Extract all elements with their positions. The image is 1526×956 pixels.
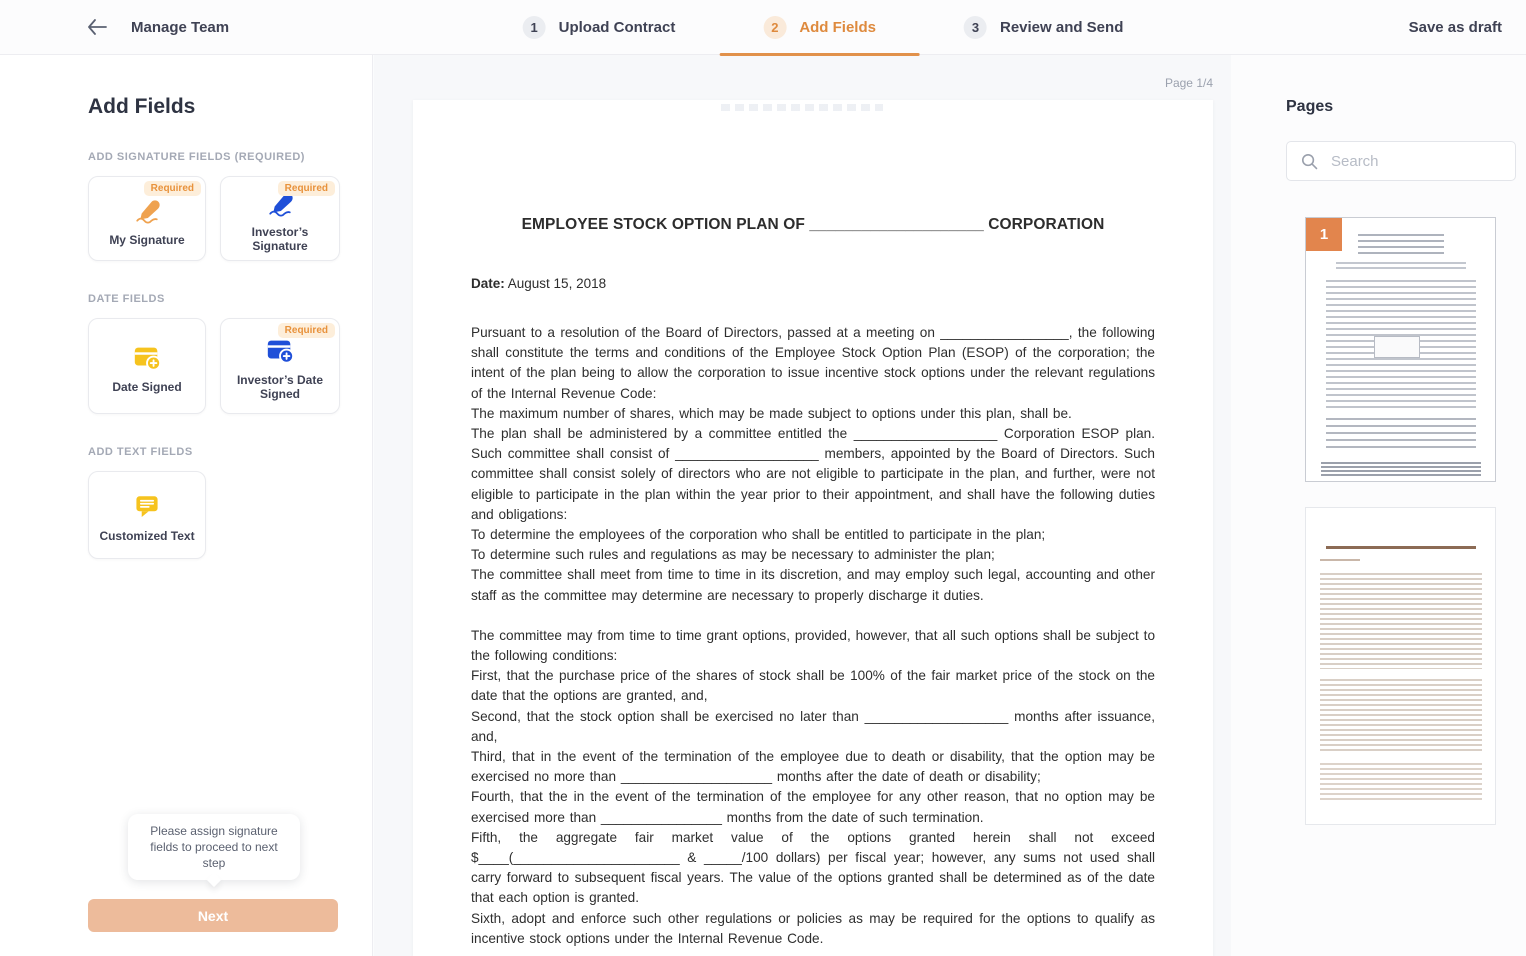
document-viewer[interactable] bbox=[374, 55, 1231, 956]
stepper bbox=[479, 0, 1168, 55]
page-edge-dashes bbox=[721, 104, 883, 111]
step-label: Upload Contract bbox=[558, 19, 676, 36]
step-add-fields[interactable] bbox=[719, 0, 920, 55]
field-card-investor-date-signed[interactable] bbox=[220, 318, 340, 414]
page-indicator: Page 1/4 bbox=[1164, 76, 1213, 90]
calendar-add-icon bbox=[130, 342, 164, 372]
doc-paragraph: Pursuant to a resolution of the Board of Directors, passed at a meeting on _________________, the following shall constitute the terms and conditions of the Employee Stock Option Plan (ESOP) of the corporation; the intent of the plan being to allow the corporation to issue incentive stock options under the relevant regulations of the Internal Revenue Code: bbox=[471, 325, 1155, 401]
required-badge: Required bbox=[278, 323, 335, 338]
doc-paragraph: Fifth, the aggregate fair market value of the options granted herein shall not exceed $____(______________________ & _____/100 dollars) per fiscal year; however, any sums not used shall carry forward to subsequent fiscal years. The value of the options granted shall be determined as of the date that each option is granted. bbox=[471, 829, 1155, 906]
doc-paragraph: Sixth, adopt and enforce such other regulations or policies as may be required for the options to qualify as incentive stock options under the Internal Revenue Code. bbox=[471, 910, 1155, 946]
document-page[interactable] bbox=[413, 100, 1213, 956]
field-card-label: Investor’s Date Signed bbox=[236, 373, 324, 401]
field-card-label: My Signature bbox=[109, 232, 185, 247]
field-card-my-signature[interactable] bbox=[88, 176, 206, 261]
date-label: Date: bbox=[471, 276, 505, 291]
doc-paragraph: To determine such rules and regulations as may be necessary to administer the plan; bbox=[471, 547, 995, 563]
required-badge: Required bbox=[144, 181, 201, 196]
thumbnail-content bbox=[1320, 679, 1482, 753]
step-label: Review and Send bbox=[999, 19, 1124, 36]
step-number: 3 bbox=[964, 16, 987, 39]
doc-paragraph: First, that the purchase price of the shares of stock shall be 100% of the fair market price of the stock on the date that the options are granted, and, bbox=[471, 668, 1155, 704]
pages-search[interactable] bbox=[1286, 141, 1516, 181]
field-card-label: Date Signed bbox=[112, 380, 182, 394]
thumbnail-content bbox=[1326, 418, 1476, 452]
doc-paragraph: The committee may from time to time grant options, provided, however, that all such options shall be subject to the following conditions: bbox=[471, 627, 1155, 664]
step-label: Add Fields bbox=[799, 19, 876, 36]
required-badge: Required bbox=[278, 181, 335, 196]
doc-paragraph: Fourth, that the in the event of the termination of the employee for any other reason, that no option may be exercised more than ________________ months from the date of such termination. bbox=[471, 789, 1155, 825]
field-card-investor-signature[interactable] bbox=[220, 176, 340, 261]
field-card-date-signed[interactable] bbox=[88, 318, 206, 414]
doc-paragraph: Third, that in the event of the termination of the employee due to death or disability, that the option may be exercised no more than ____________________ months after the date of death or disability; bbox=[471, 749, 1155, 785]
doc-paragraph: The maximum number of shares, which may be made subject to options under this plan, shall be. bbox=[471, 405, 1072, 421]
thumbnail-content bbox=[1326, 546, 1476, 549]
sidebar-title: Add Fields bbox=[88, 95, 196, 118]
document-date-line bbox=[471, 276, 1155, 291]
thumbnail-content bbox=[1358, 234, 1444, 256]
pages-sidebar bbox=[1231, 55, 1526, 956]
doc-paragraph: To determine the employees of the corporation who shall be entitled to participate in the plan; bbox=[471, 527, 1046, 543]
search-input[interactable] bbox=[1331, 153, 1491, 170]
doc-paragraph: The plan shall be administered by a committee entitled the ___________________ Corporation ESOP plan. Such committee shall consist of ___________________ members, appointed by the Board of Directors. Such committee shall consist solely of directors who are not eligible to participate in the plan, and further, were not eligible to participate in the plan within the year prior to their appointment, and shall have the following duties and obligations: bbox=[471, 426, 1155, 522]
back-arrow-icon[interactable] bbox=[86, 16, 108, 38]
field-card-customized-text[interactable] bbox=[88, 471, 206, 559]
calendar-add-icon bbox=[263, 335, 297, 365]
page-thumbnail-2[interactable] bbox=[1305, 507, 1496, 825]
doc-paragraph: The committee shall meet from time to time in its discretion, and may employ such legal, accounting and other staff as the committee may determine are necessary to properly discharge it duties. bbox=[471, 567, 1155, 603]
save-as-draft-button[interactable]: Save as draft bbox=[1408, 19, 1502, 36]
thumbnail-content bbox=[1336, 262, 1466, 270]
page-number-badge: 1 bbox=[1306, 218, 1342, 251]
next-button[interactable]: Next bbox=[88, 899, 338, 932]
step-upload-contract[interactable] bbox=[479, 0, 720, 55]
top-bar bbox=[0, 0, 1526, 55]
page-title: Manage Team bbox=[131, 18, 230, 36]
thumbnail-content bbox=[1320, 559, 1360, 561]
field-card-label: Customized Text bbox=[99, 529, 195, 543]
assign-fields-tooltip: Please assign signature fields to proceed to next step bbox=[128, 814, 300, 880]
text-section-label: ADD TEXT FIELDS bbox=[88, 446, 193, 458]
step-review-and-send[interactable] bbox=[920, 0, 1167, 55]
page-thumbnail-1[interactable] bbox=[1305, 217, 1496, 482]
search-icon bbox=[1301, 153, 1318, 170]
field-card-label: Investor’s Signature bbox=[251, 224, 309, 253]
date-value: August 15, 2018 bbox=[504, 276, 607, 291]
thumbnail-content bbox=[1320, 573, 1482, 669]
add-fields-sidebar bbox=[0, 55, 373, 956]
step-number: 1 bbox=[523, 16, 546, 39]
signature-pen-icon bbox=[130, 195, 164, 225]
step-number: 2 bbox=[763, 16, 786, 39]
thumbnail-content bbox=[1374, 336, 1420, 358]
thumbnail-content bbox=[1320, 763, 1482, 803]
pages-title: Pages bbox=[1286, 98, 1334, 115]
thumbnail-content bbox=[1321, 462, 1481, 478]
doc-paragraph: Second, that the stock option shall be exercised no later than ___________________ months after issuance, and, bbox=[471, 708, 1155, 744]
document-title: EMPLOYEE STOCK OPTION PLAN OF ____________________ CORPORATION bbox=[521, 216, 1105, 233]
document-body bbox=[471, 323, 1155, 949]
signature-section-label: ADD SIGNATURE FIELDS (REQUIRED) bbox=[88, 151, 305, 163]
comment-text-icon bbox=[130, 491, 164, 521]
date-section-label: DATE FIELDS bbox=[88, 293, 165, 305]
